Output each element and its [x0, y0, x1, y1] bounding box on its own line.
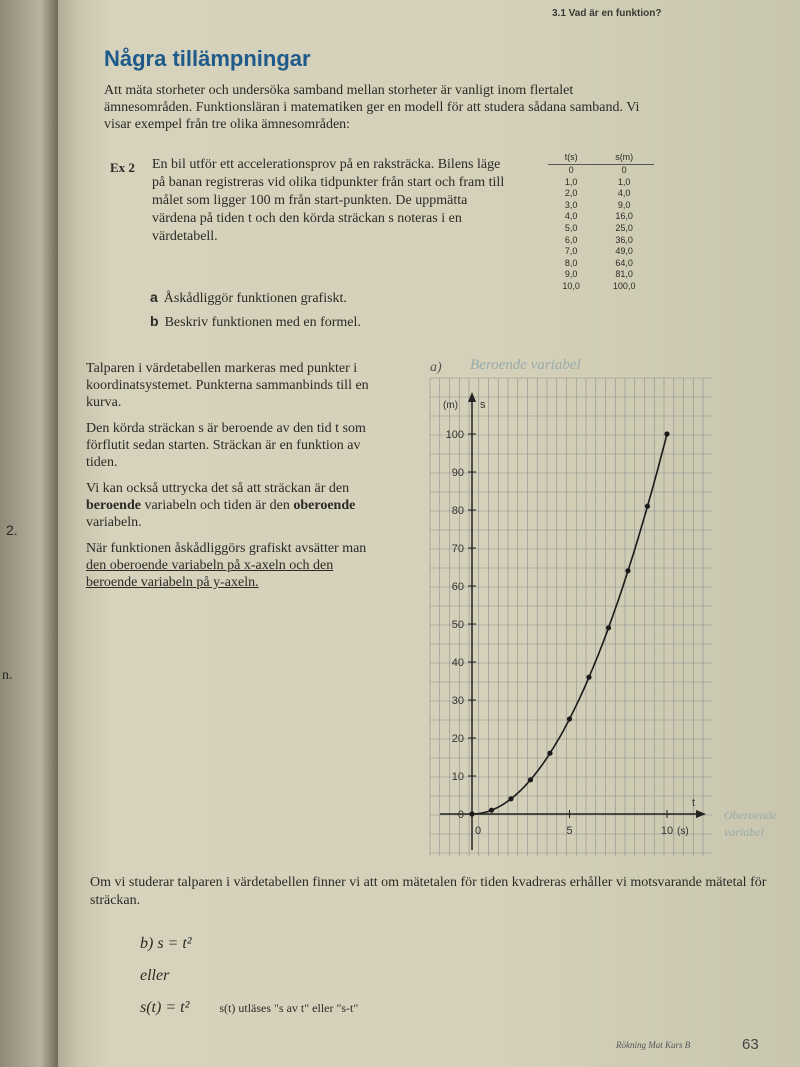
y-tick-label: 50: [451, 619, 464, 631]
value-table-row: [548, 188, 654, 200]
x-axis-arrow: [696, 810, 706, 818]
conclusion-paragraph: Om vi studerar talparen i värdetabellen finner vi att om mätetalen för tiden kvadreras erhåller vi motsvarande mätetal för sträckan.: [90, 875, 767, 908]
x-tick-label: 0: [474, 825, 482, 837]
value-t-cell: 7,0: [564, 246, 578, 257]
value-table-row: [548, 258, 654, 270]
value-s-cell: 9,0: [617, 199, 631, 210]
data-point: [508, 796, 513, 801]
page-number: 63: [742, 1036, 759, 1053]
value-s-cell: 25,0: [615, 222, 633, 233]
value-s-cell: 49,0: [615, 246, 633, 257]
series-curve: [472, 434, 667, 814]
margin-number: 2.: [6, 522, 18, 538]
data-point: [586, 675, 591, 680]
y-tick-label: 0: [457, 809, 464, 821]
x-axis-label: t: [692, 797, 696, 809]
value-t-cell: 0: [568, 165, 574, 175]
explanation-column: [86, 360, 386, 600]
formula-note: s(t) utläses "s av t" eller "s-t": [219, 1001, 359, 1015]
value-t-cell: 9,0: [564, 269, 578, 280]
value-t-cell: 8,0: [564, 257, 578, 268]
value-t-cell: 4,0: [564, 211, 578, 222]
data-point: [528, 777, 533, 782]
value-table-row: [548, 235, 654, 247]
y-axis-label: s: [480, 399, 486, 411]
value-s-cell: 4,0: [617, 188, 631, 199]
y-tick-label: 30: [451, 695, 464, 707]
example-tasks: [150, 286, 361, 334]
data-point: [606, 625, 611, 630]
section-title: Några tillämpningar: [104, 46, 311, 71]
value-s-cell: 64,0: [615, 257, 633, 268]
data-point: [645, 504, 650, 509]
data-point: [489, 808, 494, 813]
example-text: En bil utför ett accelerationsprov på en raksträcka. Bilens läge på banan registreras vid olika tidpunkter från start och fram till målet som ligger 100 m från start-punkten. De uppmätta värdena på tiden t och den körda sträckan s noteras i en värdetabell.: [152, 157, 505, 244]
value-s-cell: 0: [621, 165, 627, 175]
data-point: [625, 568, 630, 573]
handwritten-independent-1: Oberoende: [724, 808, 777, 822]
explanation-p3: Vi kan också uttrycka det så att sträckan är den beroende variabeln och tiden är den oberoende variabeln.: [86, 481, 356, 530]
value-table-row: [548, 246, 654, 258]
value-t-cell: 6,0: [564, 234, 578, 245]
task-a: a Åskådliggör funktionen grafiskt.: [150, 289, 347, 306]
intro-paragraph: Att mäta storheter och undersöka samband mellan storheter är vanligt inom flertalet ämnesområden. Funktionsläran i matematiken ger en modell för att studera sådana samband. Vi visar exempel från tre olika ämnesområden:: [104, 83, 640, 132]
value-table-header-s: s(m): [594, 150, 654, 165]
data-point: [469, 811, 474, 816]
x-tick-label: 10: [660, 825, 674, 837]
formula-line-1: b) s = t²: [140, 935, 192, 952]
value-table-row: [548, 165, 654, 177]
x-axis-unit: (s): [677, 826, 689, 837]
task-b: b Beskriv funktionen med en formel.: [150, 313, 361, 330]
y-tick-label: 100: [445, 429, 464, 441]
value-table-row: [548, 200, 654, 212]
value-s-cell: 36,0: [615, 234, 633, 245]
value-t-cell: 5,0: [564, 222, 578, 233]
handwritten-a-label: a): [430, 360, 442, 375]
example-label: Ex 2: [110, 160, 135, 175]
data-point: [547, 751, 552, 756]
value-table-row: [548, 177, 654, 189]
y-tick-label: 40: [451, 657, 464, 669]
footer-book-title: Rökning Mat Kurs B: [616, 1040, 691, 1050]
value-t-cell: 2,0: [564, 188, 578, 199]
underlined-rule: den oberoende variabeln på x-axeln och den beroende variabeln på y-axeln.: [86, 558, 334, 590]
y-tick-label: 70: [451, 543, 464, 555]
value-s-cell: 1,0: [617, 176, 631, 187]
value-table-row: [548, 223, 654, 235]
value-t-cell: 3,0: [564, 199, 578, 210]
value-table-row: [548, 211, 654, 223]
x-tick-label: 5: [566, 825, 573, 837]
y-tick-label: 60: [451, 581, 464, 593]
margin-letter: n.: [2, 668, 13, 683]
formula-line-3: s(t) = t² s(t) utläses "s av t" eller "s-t": [140, 999, 359, 1016]
handwritten-independent-2: variabel: [724, 825, 764, 839]
value-s-cell: 16,0: [615, 211, 633, 222]
y-tick-label: 80: [451, 505, 464, 517]
y-tick-label: 10: [451, 771, 464, 783]
value-s-cell: 81,0: [615, 269, 633, 280]
handwritten-dependent: Beroende variabel: [470, 357, 581, 373]
value-t-cell: 1,0: [564, 176, 578, 187]
y-axis-unit: (m): [443, 400, 458, 411]
value-table-row: [548, 281, 654, 293]
value-t-cell: 10,0: [562, 280, 580, 291]
explanation-p4: När funktionen åskådliggörs grafiskt avsätter man den oberoende variabeln på x-axeln och den beroende variabeln på y-axeln.: [86, 541, 367, 590]
distance-time-graph: [420, 370, 720, 862]
formula-line-2: eller: [140, 967, 170, 984]
value-table: [548, 150, 654, 293]
data-point: [664, 431, 669, 436]
y-tick-label: 20: [451, 733, 464, 745]
data-point: [567, 716, 572, 721]
explanation-p2: Den körda sträckan s är beroende av den tid t som förflutit sedan starten. Sträckan är en funktion av tiden.: [86, 421, 366, 470]
value-table-row: [548, 269, 654, 281]
running-header: 3.1 Vad är en funktion?: [552, 8, 662, 19]
formula-block: [140, 928, 358, 1024]
value-s-cell: 100,0: [612, 280, 636, 291]
value-table-header-t: t(s): [548, 150, 594, 165]
explanation-p1: Talparen i värdetabellen markeras med punkter i koordinatsystemet. Punkterna sammanbinds till en kurva.: [86, 361, 369, 410]
y-tick-label: 90: [451, 467, 464, 479]
